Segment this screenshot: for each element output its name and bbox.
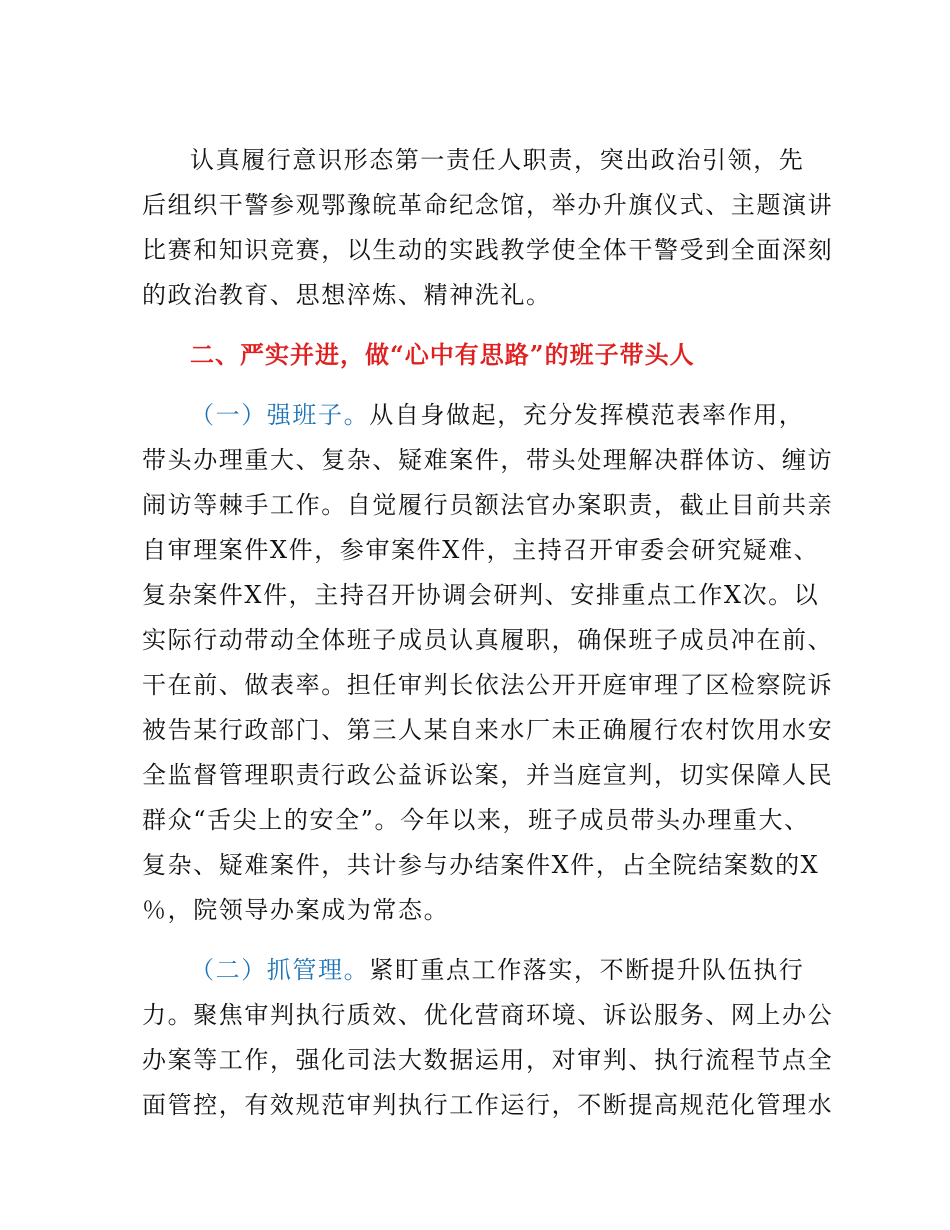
- subsection-first-line: [190, 400, 804, 430]
- paragraph-line: 带头办理重大、复杂、疑难案件，带头处理解决群体访、缠访: [142, 446, 834, 474]
- paragraph-line: 面管控，有效规范审判执行工作运行，不断提高规范化管理水: [142, 1091, 834, 1119]
- subsection-text: 紧盯重点工作落实，不断提升队伍执行: [369, 956, 805, 984]
- subsection-label: （一）强班子。: [190, 401, 370, 429]
- paragraph-line: 复杂案件X件，主持召开协调会研判、安排重点工作X次。以: [142, 581, 820, 609]
- paragraph-line: 闹访等棘手工作。自觉履行员额法官办案职责，截止目前共亲: [142, 491, 834, 519]
- paragraph-line: 被告某行政部门、第三人某自来水厂未正确履行农村饮用水安: [142, 716, 834, 744]
- paragraph-line: 群众“舌尖上的安全”。今年以来，班子成员带头办理重大、: [142, 806, 810, 834]
- paragraph-line: 全监督管理职责行政公益诉讼案，并当庭宣判，切实保障人民: [142, 761, 834, 789]
- section-heading: 二、严实并进，做“心中有思路”的班子带头人: [190, 340, 695, 369]
- subsection-text: 从自身做起，充分发挥模范表率作用，: [369, 401, 805, 429]
- paragraph-line: 的政治教育、思想淬炼、精神洗礼。: [142, 281, 552, 309]
- paragraph-line: 认真履行意识形态第一责任人职责，突出政治引领，先: [190, 146, 805, 174]
- paragraph-line: 力。聚焦审判执行质效、优化营商环境、诉讼服务、网上办公: [142, 1001, 834, 1029]
- paragraph-line: 比赛和知识竞赛，以生动的实践教学使全体干警受到全面深刻: [142, 236, 834, 264]
- paragraph-line: 实际行动带动全体班子成员认真履职，确保班子成员冲在前、: [142, 626, 834, 654]
- paragraph-line: 办案等工作，强化司法大数据运用，对审判、执行流程节点全: [142, 1046, 834, 1074]
- paragraph-line: 干在前、做表率。担任审判长依法公开开庭审理了区检察院诉: [142, 671, 834, 699]
- paragraph-line: ％，院领导办案成为常态。: [142, 896, 450, 924]
- subsection-label: （二）抓管理。: [190, 956, 370, 984]
- paragraph-line: 复杂、疑难案件，共计参与办结案件X件，占全院结案数的X: [142, 851, 820, 879]
- subsection-first-line: [190, 955, 804, 985]
- paragraph-line: 自审理案件X件，参审案件X件，主持召开审委会研究疑难、: [142, 536, 820, 564]
- paragraph-line: 后组织干警参观鄂豫皖革命纪念馆，举办升旗仪式、主题演讲: [142, 191, 834, 219]
